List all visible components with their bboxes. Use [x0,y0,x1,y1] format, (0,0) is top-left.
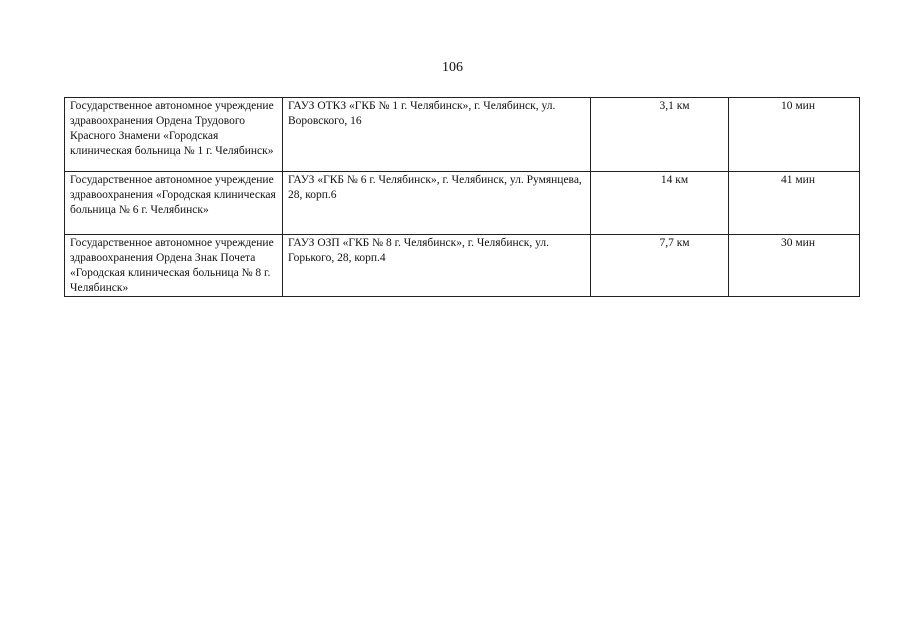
table-row [65,172,860,235]
time-value: 10 мин [781,100,815,112]
address-cell [283,235,591,297]
hospitals-table [64,97,860,297]
distance-value: 14 км [660,174,689,186]
distance-value: 7,7 км [659,237,690,249]
address-text: ГАУЗ ОЗП «ГКБ № 8 г. Челябинск», г. Челябинск, ул. Горького, 28, корп.4 [288,237,549,264]
organization-cell: Государственное автономное учреждение здравоохранения «Городская клиническая больница № 6 г. Челябинск» [65,172,283,235]
organization-cell: Государственное автономное учреждение здравоохранения Ордена Знак Почета «Городская клиническая больница № 8 г. Челябинск» [65,235,283,297]
address-text: ГАУЗ «ГКБ № 6 г. Челябинск», г. Челябинск, ул. Румянцева, 28, корп.6 [288,174,582,201]
time-cell [729,98,860,172]
time-value: 41 мин [781,174,815,186]
table-row [65,235,860,297]
time-cell [729,172,860,235]
organization-cell: Государственное автономное учреждение здравоохранения Ордена Трудового Красного Знамени «Городская клиническая больница № 1 г. Челябинск» [65,98,283,172]
page-number: 106 [442,60,463,75]
distance-value: 3,1 км [659,100,690,112]
distance-cell [591,98,729,172]
address-cell [283,172,591,235]
time-cell [729,235,860,297]
address-text: ГАУЗ ОТКЗ «ГКБ № 1 г. Челябинск», г. Челябинск, ул. Воровского, 16 [288,100,556,127]
distance-cell [591,235,729,297]
distance-cell [591,172,729,235]
time-value: 30 мин [781,237,815,249]
table-row [65,98,860,172]
address-cell [283,98,591,172]
